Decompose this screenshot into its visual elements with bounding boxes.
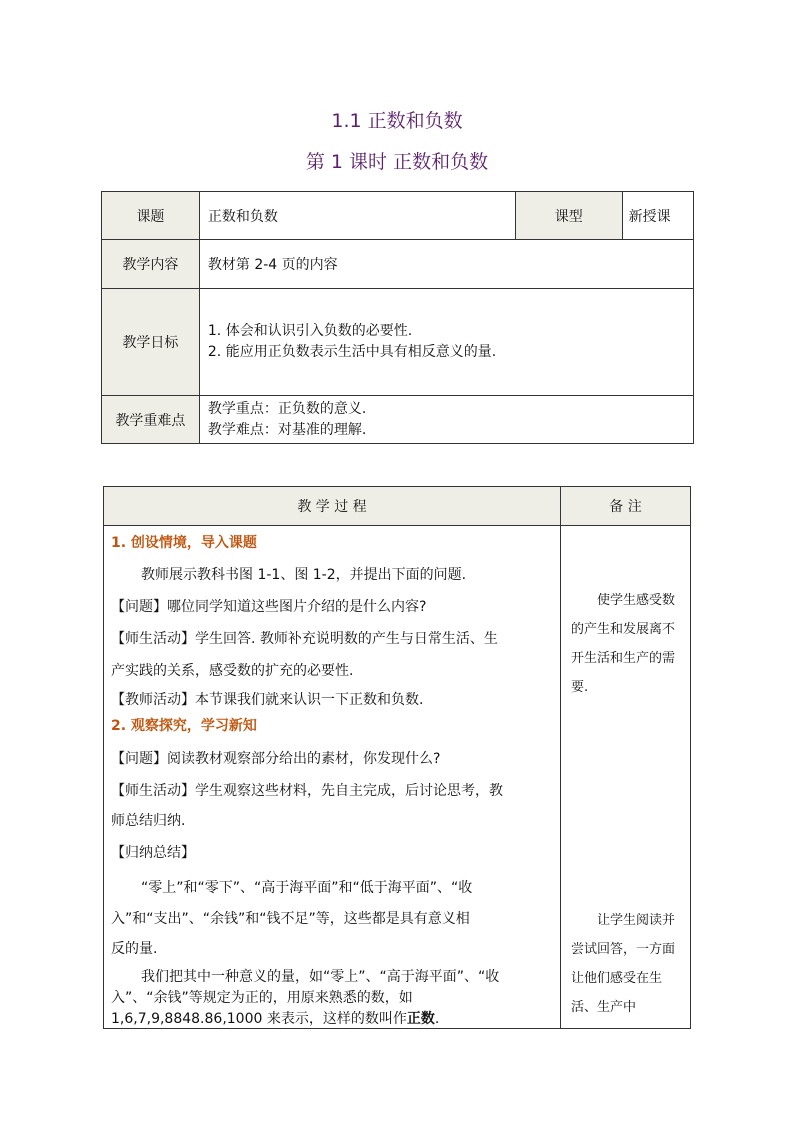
content-value: 教材第 2-4 页的内容 xyxy=(199,240,693,289)
heading-2: 2. 观察探究，学习新知 xyxy=(111,718,257,734)
note-1: 使学生感受数的产生和发展离不开生活和生产的需要. xyxy=(571,593,676,695)
topic-label: 课题 xyxy=(102,192,200,240)
process-line: 【归纳总结】 xyxy=(111,845,195,861)
process-line: 【问题】阅读教材观察部分给出的素材，你发现什么? xyxy=(111,751,441,767)
goal-value xyxy=(199,289,693,396)
process-line: 产实践的关系，感受数的扩充的必要性. xyxy=(111,663,354,679)
process-line: 反的量. xyxy=(111,941,158,957)
topic-value: 正数和负数 xyxy=(199,192,515,240)
note-2: 让学生阅读并尝试回答，一方面让他们感受在生活、生产中 xyxy=(571,913,676,1015)
key-line-2: 教学难点：对基准的理解. xyxy=(207,421,367,438)
process-line-text: 1,6,7,9,8848.86,1000 来表示，这样的数叫作 xyxy=(111,1011,407,1027)
process-content xyxy=(104,526,561,1029)
lesson-title: 第 1 课时 正数和负数 xyxy=(305,151,489,173)
process-line: 入”和“支出”、“余钱”和“钱不足”等，这些都是具有意义相 xyxy=(111,911,470,927)
key-value xyxy=(199,396,693,444)
heading-1: 1. 创设情境，导入课题 xyxy=(111,535,257,551)
process-line: 【教师活动】本节课我们就来认识一下正数和负数. xyxy=(111,692,424,708)
goal-line-2: 2. 能应用正负数表示生活中具有相反意义的量. xyxy=(207,344,497,360)
key-line-1: 教学重点：正负数的意义. xyxy=(207,400,367,417)
process-line: 我们把其中一种意义的量，如“零上”、“高于海平面”、“收 xyxy=(141,969,500,985)
goal-label: 教学日标 xyxy=(102,289,200,396)
process-header: 教 学 过 程 xyxy=(104,487,561,526)
teaching-process-table xyxy=(103,486,691,1029)
process-line: “零上”和“零下”、“高于海平面”和“低于海平面”、“收 xyxy=(141,880,473,896)
process-line xyxy=(111,1008,439,1028)
goal-line-1: 1. 体会和认识引入负数的必要性. xyxy=(207,323,413,339)
note-content xyxy=(561,526,691,1029)
type-label: 课型 xyxy=(515,192,622,240)
process-line: 【问题】哪位同学知道这些图片介绍的是什么内容? xyxy=(111,599,427,615)
key-label: 教学重难点 xyxy=(102,396,200,444)
type-value: 新授课 xyxy=(622,192,693,240)
process-line: 师总结归纳. xyxy=(111,813,186,829)
process-line: 入”、“余钱”等规定为正的，用原来熟悉的数，如 xyxy=(111,990,413,1006)
process-line: 教师展示教科书图 1-1、图 1-2，并提出下面的问题. xyxy=(141,567,467,583)
process-line: 【师生活动】学生回答. 教师补充说明数的产生与日常生活、生 xyxy=(111,631,498,647)
content-label: 教学内容 xyxy=(102,240,200,289)
process-line: 【师生活动】学生观察这些材料，先自主完成，后讨论思考，教 xyxy=(111,783,503,799)
lesson-info-table xyxy=(101,191,694,444)
term-positive-number: 正数 xyxy=(406,1011,435,1027)
section-title: 1.1 正数和负数 xyxy=(331,110,463,132)
note-header: 备 注 xyxy=(561,487,691,526)
process-line-end: . xyxy=(434,1011,440,1027)
